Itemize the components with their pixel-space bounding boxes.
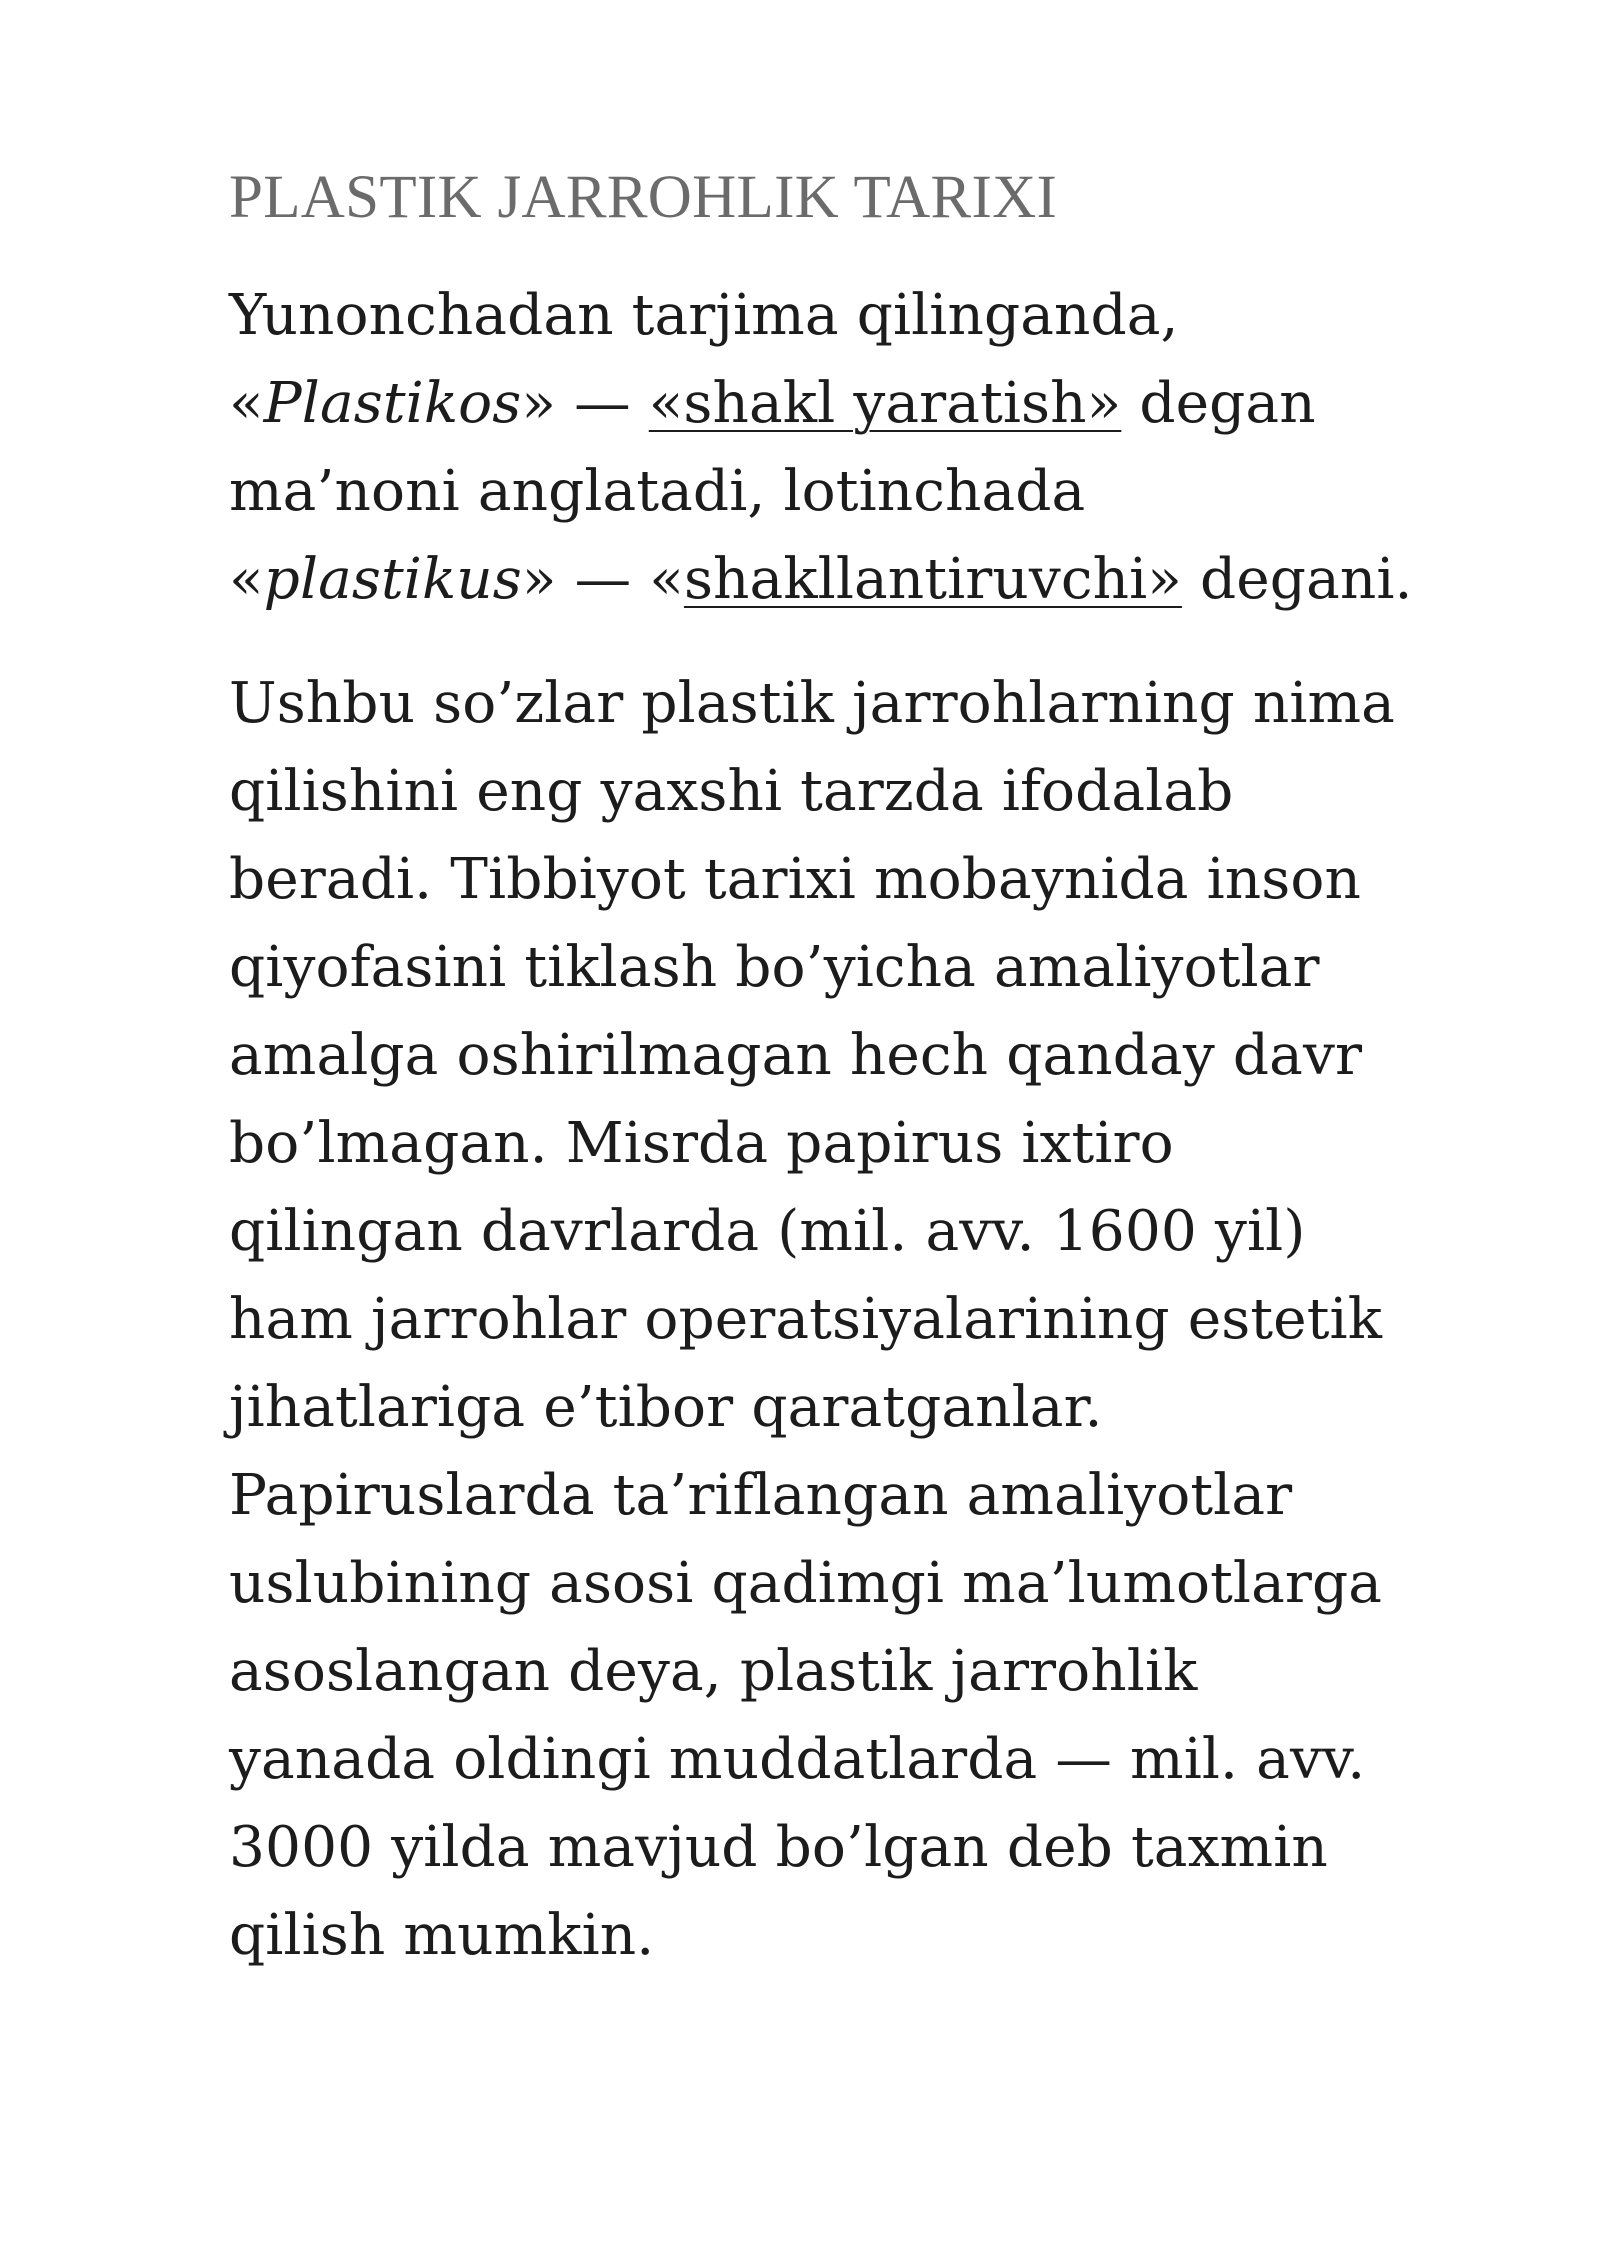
text-fragment: degani. bbox=[1181, 547, 1413, 612]
text-line: qiyofasini tiklash bo’yicha amaliyotlar bbox=[229, 935, 1320, 1000]
quote-dash: » — « bbox=[521, 547, 684, 612]
text-line: yanada oldingi muddatlarda — mil. avv. bbox=[229, 1727, 1366, 1792]
paragraph-history bbox=[229, 660, 1529, 1980]
text-line: Ushbu so’zlar plastik jarrohlarning nima bbox=[229, 671, 1395, 736]
quote-mark: « bbox=[229, 547, 264, 612]
text-line: uslubining asosi qadimgi ma’lumotlarga bbox=[229, 1551, 1383, 1616]
greek-term: Plastikos bbox=[263, 371, 522, 436]
text-fragment: degan bbox=[1121, 371, 1316, 436]
text-line bbox=[229, 360, 1529, 448]
quote-mark: « bbox=[229, 371, 264, 436]
text-line: Papiruslarda ta’riflangan amaliyotlar bbox=[229, 1463, 1293, 1528]
greek-meaning-link[interactable]: «shakl yaratish» bbox=[648, 371, 1122, 436]
latin-term: plastikus bbox=[263, 547, 522, 612]
text-line: qilish mumkin. bbox=[229, 1903, 655, 1968]
text-line: ham jarrohlar operatsiyalarining estetik bbox=[229, 1287, 1383, 1352]
text-line: beradi. Tibbiyot tarixi mobaynida inson bbox=[229, 847, 1361, 912]
quote-dash: » — bbox=[521, 371, 649, 436]
article-title: PLASTIK JARROHLIK TARIXI bbox=[229, 164, 1058, 231]
text-line: asoslangan deya, plastik jarrohlik bbox=[229, 1639, 1198, 1704]
text-line: 3000 yilda mavjud bo’lgan deb taxmin bbox=[229, 1815, 1328, 1880]
article bbox=[229, 160, 1529, 1980]
text-line: Yunonchadan tarjima qilinganda, bbox=[229, 283, 1179, 348]
text-line: jihatlariga e’tibor qaratganlar. bbox=[229, 1375, 1103, 1440]
text-line: qilishini eng yaxshi tarzda ifodalab bbox=[229, 759, 1234, 824]
text-line: bo’lmagan. Misrda papirus ixtiro bbox=[229, 1111, 1174, 1176]
paragraph-definition bbox=[229, 272, 1529, 624]
text-line: ma’noni anglatadi, lotinchada bbox=[229, 459, 1086, 524]
text-line bbox=[229, 536, 1529, 624]
latin-meaning-link[interactable]: shakllantiruvchi» bbox=[683, 547, 1182, 612]
text-line: amalga oshirilmagan hech qanday davr bbox=[229, 1023, 1363, 1088]
text-line: qilingan davrlarda (mil. avv. 1600 yil) bbox=[229, 1199, 1306, 1264]
